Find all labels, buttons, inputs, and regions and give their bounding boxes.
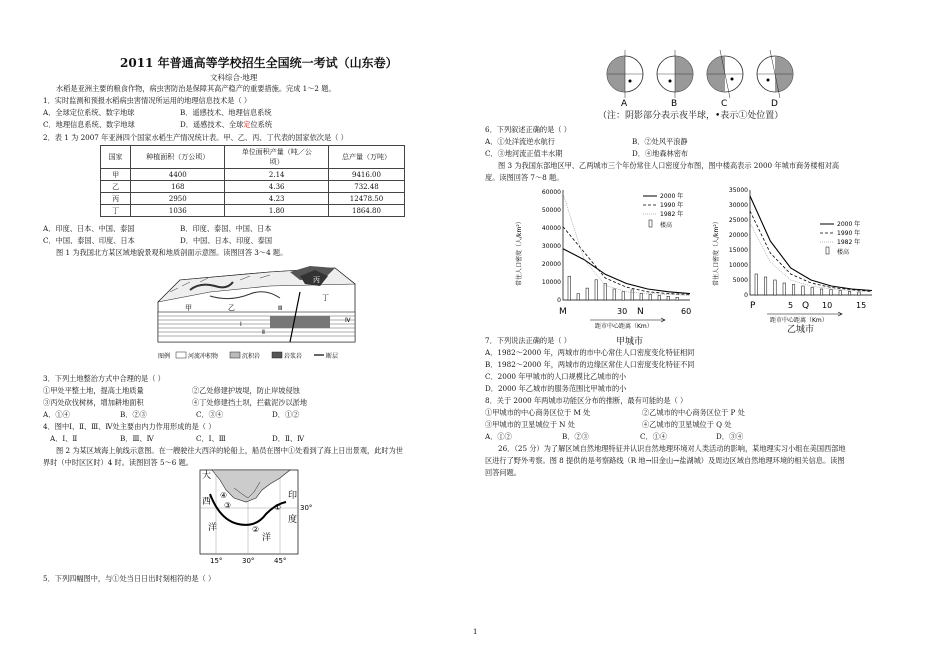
globe-c [707, 50, 743, 109]
q3-choice-1: ①甲处平整土地，提高土地质量 [43, 386, 144, 395]
globe-b [657, 50, 693, 109]
legend-item: 1982 年 [837, 239, 861, 246]
table-cell: 甲 [101, 169, 131, 181]
label-bing: 丙 [313, 276, 320, 284]
intro-text: 水稻是亚洲主要的粮食作物，病虫害防治是保障其高产稳产的重要措施。完成 1～2 题。 [56, 84, 336, 93]
table-cell: 4.23 [225, 193, 329, 205]
x-tick-label: 60 [681, 307, 692, 316]
page-number: 1 [473, 628, 478, 636]
q26-line1: 26．（25 分）为了解区域自然地理特征并认识自然地理环境对人类活动的影响，某地理实习小组在美国西部地 [498, 444, 846, 453]
q8-stem: 8．关于 2000 年两城市功能区分布的推断，最有可能的是（ ） [485, 396, 688, 405]
q8-choice-2: ②乙城市的中心商务区位于 P 处 [642, 408, 745, 417]
lon-30-label: 30° [242, 557, 255, 565]
building-bar [658, 295, 661, 300]
building-bar [613, 289, 616, 300]
globe-label: D [771, 99, 778, 109]
q5-stem: 5．下列四幅图中，与①处当日日出时刻相符的是（ ） [43, 574, 216, 583]
marker-4: ④ [220, 491, 228, 500]
building-bar [604, 284, 607, 301]
y-tick-label: 5000 [732, 277, 748, 284]
building-bar [792, 285, 795, 296]
label-jia: 甲 [185, 304, 192, 312]
fig1-caption: 图 1 为我国北方某区域地貌景观和地质剖面示意图。读图回答 3～4 题。 [56, 248, 288, 257]
q4-option-b: B．Ⅲ、Ⅳ [120, 434, 154, 443]
legend-item: 1990 年 [837, 230, 861, 237]
y-tick-label: 40000 [541, 225, 561, 232]
table-cell: 168 [131, 181, 225, 193]
legend-item: 楼高 [837, 249, 850, 256]
x-axis-label: 距市中心距离（Km） [770, 317, 828, 324]
q26-line3: 回答问题。 [485, 468, 521, 477]
legend-item: 2000 年 [660, 193, 684, 200]
table-cell: 丁 [101, 205, 131, 217]
q2-option-b: B．印度、泰国、中国、日本 [180, 224, 272, 233]
q6-stem: 6．下列叙述正确的是（ ） [485, 125, 571, 134]
q3-option-b: B．②③ [120, 410, 147, 419]
legend-item: 河流冲积物 [188, 353, 219, 360]
label-du: 度 [288, 515, 298, 525]
q3-choice-4: ④丁处修建挡土坝，拦截泥沙以淤地 [192, 398, 308, 407]
fig3-caption-line1: 图 3 为我国东部地区甲、乙两城市三个年份常住人口密度分布图，图中楼高表示 2000 年城市商务楼相对高 [498, 161, 840, 170]
y-tick-label: 60000 [541, 189, 561, 196]
building-bar [764, 277, 767, 295]
building-bar [783, 283, 786, 295]
y-tick-label: 10000 [728, 262, 748, 269]
q8-choice-4: ④乙城市的卫星城位于 Q 处 [642, 420, 732, 429]
q1-option-b: B．遥感技术、地理信息系统 [180, 108, 272, 117]
marker-1: ① [274, 503, 282, 512]
fig2-caption-line1: 图 2 为某区域海上航线示意图。在一艘驶往大西洋的轮船上，船员在图中①处看到了海上日出景观，此时为世 [56, 446, 403, 455]
legend-item: 断层 [326, 353, 339, 360]
label-ocean-left: 洋 [208, 523, 218, 533]
y-tick-label: 20000 [541, 261, 561, 268]
q1-stem: 1．实时监测和预报水稻病虫害情况所运用的地理信息技术是（ ） [43, 96, 252, 105]
building-bar [640, 294, 643, 300]
y-tick-label: 15000 [728, 247, 748, 254]
q3-stem: 3．下列土地整治方式中合理的是（ ） [43, 374, 165, 383]
table-row [101, 193, 405, 205]
label-region-2: Ⅱ [262, 329, 265, 336]
globe-a [607, 50, 643, 109]
legend-swatch-alluvium [176, 352, 186, 358]
building-bar [649, 295, 652, 301]
building-bar [820, 289, 823, 295]
q6-option-c: C．③地河流正值丰水期 [485, 149, 563, 158]
q3-choice-3: ③丙处砍伐树林，增加耕地面积 [43, 398, 144, 407]
y-tick-label: 0 [744, 292, 748, 299]
q6-option-b: B．②处风平浪静 [632, 137, 688, 146]
building-bar [858, 292, 861, 295]
q7-option-d: D．2000 年乙城市的服务范围比甲城市的小 [485, 384, 627, 393]
building-bar [586, 288, 589, 300]
building-bar [577, 294, 580, 300]
table-cell: 丙 [101, 193, 131, 205]
fig2-caption-line2: 界时（中时区区时）4 时。读图回答 5～6 题。 [43, 458, 193, 467]
building-bar [568, 276, 571, 300]
marker-3: ③ [224, 501, 232, 510]
y-axis-label: 常住人口密度（人/km²） [713, 218, 720, 286]
globe-label: A [621, 99, 628, 109]
label-da: 大 [202, 471, 212, 481]
point-label-q: Q [802, 301, 810, 311]
globe-label: B [671, 99, 678, 109]
q7-option-c: C．2000 年甲城市的人口规模比乙城市的小 [485, 372, 627, 381]
q4-option-a: A．Ⅰ、Ⅱ [50, 434, 78, 443]
series-line-1990年 [563, 227, 690, 295]
q8-choice-3: ③甲城市的卫星城位于 N 处 [485, 420, 575, 429]
lat-30-label: 30° [300, 504, 313, 512]
y-axis-label: 常住人口密度（人/km²） [516, 218, 523, 286]
label-region-3: Ⅲ [278, 305, 283, 312]
legend-building [649, 220, 652, 227]
table-row [101, 205, 405, 217]
label-yin: 印 [288, 491, 298, 501]
q1-option-c: C．地理信息系统、数字地球 [43, 120, 135, 129]
q8-choice-1: ①甲城市的中心商务区位于 M 处 [485, 408, 591, 417]
q3-option-a: A．①④ [43, 410, 70, 419]
q4-option-c: C．Ⅰ、Ⅲ [196, 434, 226, 443]
label-region-4: Ⅳ [345, 317, 351, 324]
point-label-p: P [750, 301, 756, 311]
legend-item: 1990 年 [660, 202, 684, 209]
table-cell: 2950 [131, 193, 225, 205]
series-line-2000年 [563, 249, 690, 294]
point-label-m: M [559, 307, 567, 317]
table-header: 单位面积产量（吨／公 顷） [225, 146, 329, 169]
y-tick-label: 50000 [541, 207, 561, 214]
q6-option-a: A．①处洋流逆水航行 [485, 137, 555, 146]
y-tick-label: 25000 [728, 217, 748, 224]
chart-city-jia [515, 186, 715, 336]
globe-diagrams [600, 46, 800, 112]
table-header: 国家 [101, 146, 131, 169]
building-bar [622, 292, 625, 300]
building-bar [830, 290, 833, 295]
globe-label: C [721, 99, 728, 109]
q2-stem: 2．表 1 为 2007 年亚洲四个国家水稻生产情况统计表。甲、乙、丙、丁代表的国家依次是（ ） [43, 133, 348, 142]
chart-title-yi: 乙城市 [787, 325, 815, 335]
legend-item: 沉积岩 [242, 353, 261, 360]
q26-line2: 区进行了野外考察。图 8 提供的是考察路线（R 地→旧金山→盐湖城）及周边区域自然地理环境的相关信息。读图 [485, 456, 845, 465]
y-tick-label: 30000 [541, 243, 561, 250]
q7-stem: 7．下列说法正确的是（ ） [485, 336, 571, 345]
q8-option-c: C．①④ [640, 432, 668, 441]
q1-option-d: D．遥感技术、全球定位系统 [180, 120, 273, 129]
q8-option-d: D．③④ [716, 432, 744, 441]
table-cell: 732.48 [328, 181, 404, 193]
building-bar [774, 280, 777, 295]
q3-option-c: C．③④ [196, 410, 224, 419]
y-tick-label: 30000 [728, 202, 748, 209]
table-cell: 12478.50 [328, 193, 404, 205]
x-tick-label: 10 [822, 301, 833, 310]
q2-option-a: A．印度、日本、中国、泰国 [43, 224, 135, 233]
q3-option-d: D．①② [272, 410, 300, 419]
legend-item: 岩浆岩 [284, 353, 303, 360]
table-header-row [101, 146, 405, 169]
building-bar [802, 286, 805, 295]
legend-item: 1982 年 [660, 211, 684, 218]
table-cell: 1036 [131, 205, 225, 217]
x-axis-label: 距市中心距离（Km） [595, 323, 653, 330]
table-cell: 2.14 [225, 169, 329, 181]
table-header: 种植面积（万公顷） [131, 146, 225, 169]
q6-option-d: D．④地森林密布 [632, 149, 689, 158]
table-header: 总产量（万吨） [328, 146, 404, 169]
building-bar [595, 280, 598, 300]
table-row [101, 169, 405, 181]
fig3-caption-line2: 度。读图回答 7～8 题。 [485, 173, 564, 182]
legend-swatch-sedimentary [230, 352, 240, 358]
chart-city-yi [712, 186, 882, 336]
point-label-n: N [637, 307, 644, 317]
page-subtitle: 文科综合·地理 [210, 73, 258, 82]
table-row [101, 181, 405, 193]
marker-2: ② [252, 525, 260, 534]
q2-option-c: C．中国、泰国、印度、日本 [43, 236, 135, 245]
q8-option-a: A．①② [485, 432, 512, 441]
building-bar [811, 288, 814, 296]
building-bar [839, 291, 842, 296]
page-title: 2011 年普通高等学校招生全国统一考试（山东卷） [120, 56, 398, 70]
q7-option-b: B．1982～2000 年，两城市的边缘区常住人口密度变化特征不同 [485, 360, 695, 369]
label-yi: 乙 [228, 304, 235, 312]
q8-option-b: B．②③ [562, 432, 589, 441]
legend-title: 图例 [158, 353, 171, 360]
rice-table [100, 145, 405, 217]
table-cell: 4400 [131, 169, 225, 181]
fig1-block-diagram [150, 262, 360, 370]
y-tick-label: 20000 [728, 232, 748, 239]
building-bar [755, 274, 758, 295]
table-cell: 乙 [101, 181, 131, 193]
q1-option-a: A．全球定位系统、数字地球 [43, 108, 135, 117]
label-ding: 丁 [322, 294, 329, 302]
legend-item: 2000 年 [837, 221, 861, 228]
q4-stem: 4．图中Ⅰ、Ⅱ、Ⅲ、Ⅳ处主要由内力作用形成的是（ ） [43, 422, 216, 431]
lon-15-label: 15° [210, 557, 223, 565]
table-cell: 1864.80 [328, 205, 404, 217]
label-region-1: Ⅰ [240, 321, 242, 328]
lon-45-label: 45° [274, 557, 287, 565]
building-bar [667, 296, 670, 300]
table-cell: 4.36 [225, 181, 329, 193]
label-xi: 西 [202, 497, 212, 507]
building-bar [631, 290, 634, 300]
chart-title-jia: 甲城市 [616, 337, 644, 347]
building-bar [848, 291, 851, 295]
label-ocean-right: 洋 [262, 533, 272, 543]
globe-note: （注：阴影部分表示夜半球，•表示①处位置） [598, 111, 784, 121]
globe-d [757, 50, 793, 109]
table-cell: 9416.00 [328, 169, 404, 181]
legend-swatch-igneous [272, 352, 282, 358]
legend-building [826, 247, 829, 254]
x-tick-label: 30 [617, 307, 628, 316]
y-tick-label: 10000 [541, 279, 561, 286]
q3-choice-2: ②乙处修建护坡堤，防止岸坡侵蚀 [192, 386, 300, 395]
q2-option-d: D．中国、日本、印度、泰国 [180, 236, 273, 245]
table-cell: 1.80 [225, 205, 329, 217]
y-tick-label: 35000 [728, 187, 748, 194]
x-tick-label: 5 [788, 301, 794, 310]
q7-option-a: A．1982～2000 年，两城市的市中心常住人口密度变化特征相同 [485, 348, 695, 357]
legend-item: 楼高 [660, 222, 673, 229]
y-tick-label: 0 [557, 297, 561, 304]
x-tick-label: 15 [856, 301, 867, 310]
building-bar [676, 297, 679, 300]
fig2-route-map [190, 468, 330, 568]
q4-option-d: D．Ⅱ、Ⅳ [272, 434, 305, 443]
